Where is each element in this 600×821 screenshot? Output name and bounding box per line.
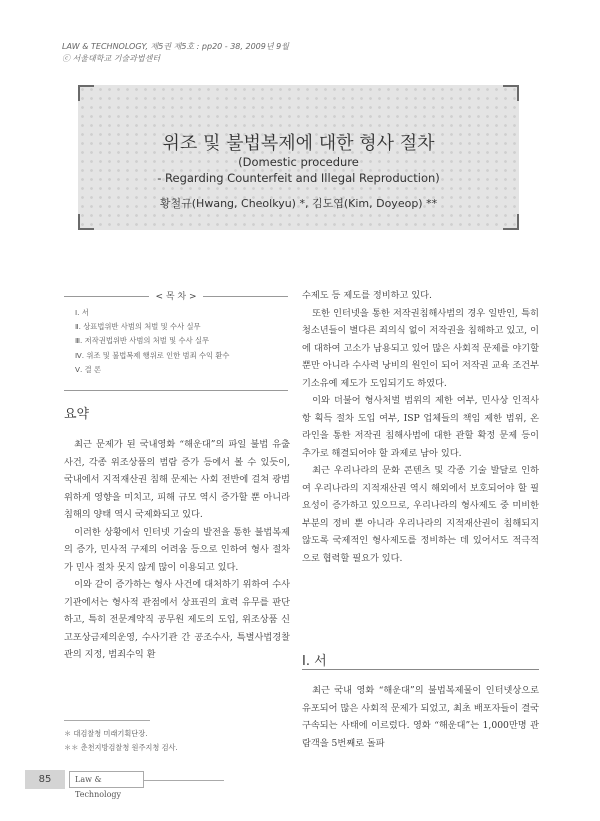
abstract-continuation: 수제도 등 제도를 정비하고 있다. bbox=[302, 290, 432, 301]
toc-item: Ⅲ. 저작권법위반 사범의 처벌 및 수사 실무 bbox=[75, 336, 210, 346]
paper-authors: 황철규(Hwang, Cheolkyu) *, 김도엽(Kim, Doyeop) ** bbox=[159, 197, 438, 210]
section-paragraph: 최근 국내 영화 “해운대”의 불법복제물이 인터넷상으로 유포되어 많은 사회적 문제가 되었고, 최초 배포자들이 결국 구속되는 사태에 이르렀다. 영화 “해운대”는 1,000만명 관람객을 5번째로 돌파 bbox=[302, 685, 539, 749]
toc-item: Ⅱ. 상표법위반 사범의 처벌 및 수사 실무 bbox=[75, 322, 201, 332]
title-box bbox=[78, 85, 519, 230]
footnotes bbox=[64, 727, 178, 754]
footer-rule bbox=[144, 780, 224, 781]
journal-header bbox=[62, 41, 289, 65]
paper-title: 위조 및 불법복제에 대한 형사 절차 bbox=[162, 133, 435, 154]
corner-bracket bbox=[503, 214, 519, 230]
abstract-paragraph: 이와 더불어 형사처벌 범위의 제한 여부, 민사상 인적사항 획득 절차 도입 여부, ISP 업체들의 책임 제한 범위, 온라인을 통한 저작권 침해사범에 대한 관할 확정 문제 등이 추가로 해결되어야 할 과제로 남아 있다. bbox=[302, 395, 539, 459]
abstract-paragraph: 또한 인터넷을 통한 저작권침해사범의 경우 일반인, 특히 청소년들이 별다른 죄의식 없이 저작권을 침해하고 있고, 이에 대하여 고소가 남용되고 있어 많은 사회적 문제를 야기할 뿐만 아니라 수사력 낭비의 원인이 되어 저작권 교육 조건부 기소유예 제도가 도입되기도 하였다. bbox=[302, 307, 539, 389]
corner-bracket bbox=[503, 85, 519, 101]
section-body bbox=[302, 682, 539, 752]
journal-publisher: ⓒ 서울대학교 기술과법센터 bbox=[62, 54, 161, 63]
paper-title-english-1: (Domestic procedure bbox=[238, 155, 359, 169]
paper-title-english-2: - Regarding Counterfeit and Illegal Reproduction) bbox=[157, 171, 440, 185]
toc-list bbox=[75, 306, 230, 377]
corner-bracket bbox=[78, 85, 94, 101]
toc-item: Ⅰ. 서 bbox=[75, 308, 89, 317]
corner-bracket bbox=[78, 214, 94, 230]
abstract-left-column bbox=[64, 436, 290, 664]
toc-item: Ⅴ. 결 론 bbox=[75, 364, 102, 374]
toc-bottom-rule bbox=[64, 390, 288, 391]
footnote: ＊＊ 춘천지방검찰청 원주지청 검사. bbox=[64, 742, 178, 752]
abstract-paragraph: 최근 우리나라의 문화 콘텐츠 및 각종 기술 발달로 인하여 우리나라의 지적재산권 역시 해외에서 보호되어야 할 필요성이 증가하고 있으므로, 우리나라의 형사제도 중 미비한 부분의 정비 뿐 아니라 우리나라의 지적재산권이 침해되지 않도록 국제적인 형사제도를 정비하는 데 있어서도 적극적으로 협력할 필요가 있다. bbox=[302, 465, 539, 564]
section-rule bbox=[302, 669, 539, 670]
footnote-rule bbox=[64, 720, 150, 721]
abstract-paragraph: 이와 같이 증가하는 형사 사건에 대처하기 위하여 수사기관에서는 형사적 관점에서 상표권의 효력 유무를 판단하고, 특히 전문계약직 공무원 제도의 도입, 위조상품 신고포상금제의운영, 수사기관 간 공조수사, 특별사법경찰관의 지정, 범죄수익 환 bbox=[64, 579, 290, 660]
toc-item: Ⅳ. 위조 및 불법복제 행위로 인한 범죄 수익 환수 bbox=[75, 350, 230, 360]
abstract-right-column bbox=[302, 287, 539, 567]
footer-journal-name: Law & Technology bbox=[69, 771, 144, 788]
journal-citation: LAW & TECHNOLOGY, 제5권 제5호 : pp20 - 38, 2009년 9월 bbox=[62, 42, 289, 51]
table-of-contents bbox=[64, 289, 288, 391]
section-heading: Ⅰ. 서 bbox=[302, 654, 327, 669]
toc-heading: < 목 차 > bbox=[64, 289, 288, 302]
abstract-heading: 요약 bbox=[64, 407, 90, 422]
abstract-paragraph: 최근 문제가 된 국내영화 “해운대”의 파일 불법 유출사건, 각종 위조상품의 범람 증가 등에서 볼 수 있듯이, 국내에서 지적재산권 침해 문제는 사회 전반에 걸쳐 광범위하게 영향을 미치고, 피해 규모 역시 증가할 뿐 아니라 침해의 양태 역시 국제화되고 있다. bbox=[64, 439, 290, 520]
page-number: 85 bbox=[25, 770, 65, 789]
footnote: ＊ 대검찰청 미래기획단장. bbox=[64, 729, 148, 738]
abstract-paragraph: 이러한 상황에서 인터넷 기술의 발전을 통한 불법복제의 증가, 민사적 구제의 어려움 등으로 인하여 형사 절차가 민사 절차 못지 않게 많이 이용되고 있다. bbox=[64, 526, 290, 573]
